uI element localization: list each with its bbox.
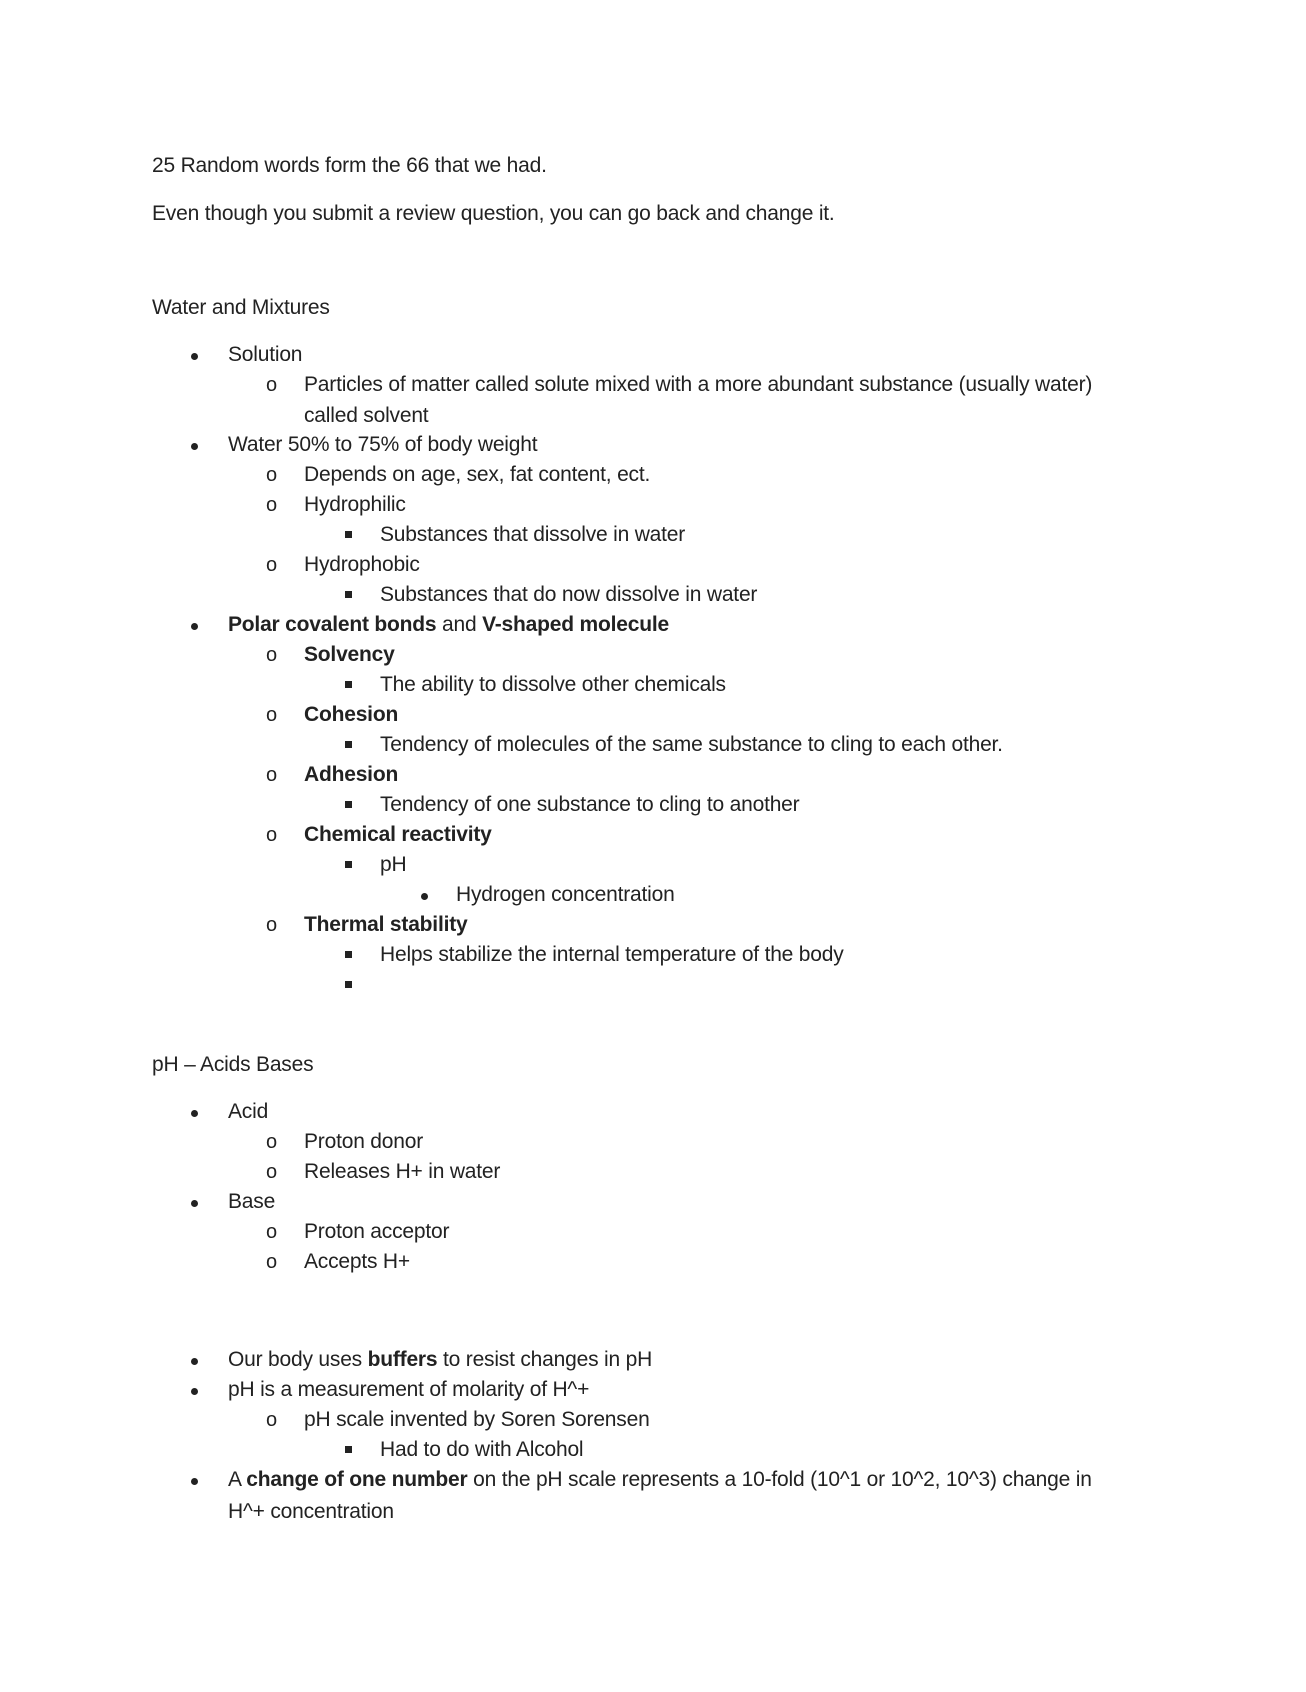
list-item-thermal-def: Helps stabilize the internal temperature of the body	[380, 943, 844, 966]
bullet-marker	[191, 1110, 198, 1117]
list-item-adhesion: Adhesion	[304, 763, 399, 786]
list-item-hydrophobic: Hydrophobic	[304, 553, 420, 576]
change-pre: A	[228, 1468, 247, 1491]
circle-marker: o	[266, 554, 278, 576]
circle-marker: o	[266, 1409, 278, 1431]
square-marker-empty-item	[345, 981, 352, 988]
list-item-hydrophilic-def: Substances that dissolve in water	[380, 523, 686, 546]
list-item-acid: Acid	[228, 1100, 269, 1123]
change-bold: change of one number	[246, 1468, 468, 1491]
list-item-measurement: pH is a measurement of molarity of H^+	[228, 1378, 590, 1401]
intro-line-1: 25 Random words form the 66 that we had.	[152, 154, 547, 177]
bullet-marker	[191, 1478, 198, 1485]
polar-bold-2: V-shaped molecule	[482, 613, 669, 636]
bullet-marker	[191, 443, 198, 450]
circle-marker: o	[266, 1131, 278, 1153]
square-marker	[345, 591, 352, 598]
list-item-scale-invented: pH scale invented by Soren Sorensen	[304, 1408, 650, 1431]
bullet-marker	[191, 623, 198, 630]
list-item-solvency-def: The ability to dissolve other chemicals	[380, 673, 726, 696]
circle-marker: o	[266, 914, 278, 936]
list-item-hydrogen-concentration: Hydrogen concentration	[456, 883, 675, 906]
circle-marker: o	[266, 764, 278, 786]
list-item-particles-line-1: Particles of matter called solute mixed with a more abundant substance (usually water)	[304, 373, 1093, 396]
list-item-alcohol: Had to do with Alcohol	[380, 1438, 584, 1461]
circle-marker: o	[266, 464, 278, 486]
list-item-water-weight: Water 50% to 75% of body weight	[228, 433, 538, 456]
buffers-pre: Our body uses	[228, 1348, 368, 1371]
polar-bold-1: Polar covalent bonds	[228, 613, 437, 636]
list-item-polar	[228, 610, 669, 640]
bullet-marker	[421, 893, 428, 900]
intro-line-2: Even though you submit a review question, you can go back and change it.	[152, 202, 835, 225]
list-item-hydrophilic: Hydrophilic	[304, 493, 406, 516]
list-item-thermal-stability: Thermal stability	[304, 913, 468, 936]
bullet-marker	[191, 353, 198, 360]
list-item-hydrophobic-def: Substances that do now dissolve in water	[380, 583, 758, 606]
buffers-bold: buffers	[367, 1348, 438, 1371]
square-marker	[345, 531, 352, 538]
section-heading-water-mixtures: Water and Mixtures	[152, 296, 330, 319]
list-item-proton-donor: Proton donor	[304, 1130, 424, 1153]
circle-marker: o	[266, 374, 278, 396]
circle-marker: o	[266, 1161, 278, 1183]
list-item-chemical-reactivity: Chemical reactivity	[304, 823, 492, 846]
circle-marker: o	[266, 704, 278, 726]
section-heading-acids-bases: pH – Acids Bases	[152, 1053, 314, 1076]
circle-marker: o	[266, 644, 278, 666]
list-item-change-line-2: H^+ concentration	[228, 1500, 394, 1523]
list-item-particles-line-2: called solvent	[304, 404, 429, 427]
circle-marker: o	[266, 494, 278, 516]
polar-and: and	[436, 613, 483, 636]
bullet-marker	[191, 1388, 198, 1395]
list-item-solvency: Solvency	[304, 643, 395, 666]
list-item-accepts: Accepts H+	[304, 1250, 410, 1273]
list-item-base: Base	[228, 1190, 276, 1213]
square-marker	[345, 861, 352, 868]
change-post: on the pH scale represents a 10-fold (10^1 or 10^2, 10^3) change in	[467, 1468, 1092, 1491]
list-item-proton-acceptor: Proton acceptor	[304, 1220, 450, 1243]
bullet-marker	[191, 1200, 198, 1207]
list-item-adhesion-def: Tendency of one substance to cling to another	[380, 793, 800, 816]
buffers-post: to resist changes in pH	[437, 1348, 653, 1371]
square-marker	[345, 1446, 352, 1453]
list-item-cohesion: Cohesion	[304, 703, 399, 726]
square-marker	[345, 741, 352, 748]
list-item-releases: Releases H+ in water	[304, 1160, 501, 1183]
circle-marker: o	[266, 824, 278, 846]
list-item-buffers	[228, 1345, 652, 1375]
circle-marker: o	[266, 1251, 278, 1273]
square-marker	[345, 801, 352, 808]
list-item-solution: Solution	[228, 343, 303, 366]
list-item-change-line-1	[228, 1465, 1092, 1495]
bullet-marker	[191, 1358, 198, 1365]
list-item-ph: pH	[380, 853, 407, 876]
list-item-depends: Depends on age, sex, fat content, ect.	[304, 463, 651, 486]
square-marker	[345, 951, 352, 958]
list-item-cohesion-def: Tendency of molecules of the same substance to cling to each other.	[380, 733, 1003, 756]
circle-marker: o	[266, 1221, 278, 1243]
square-marker	[345, 681, 352, 688]
